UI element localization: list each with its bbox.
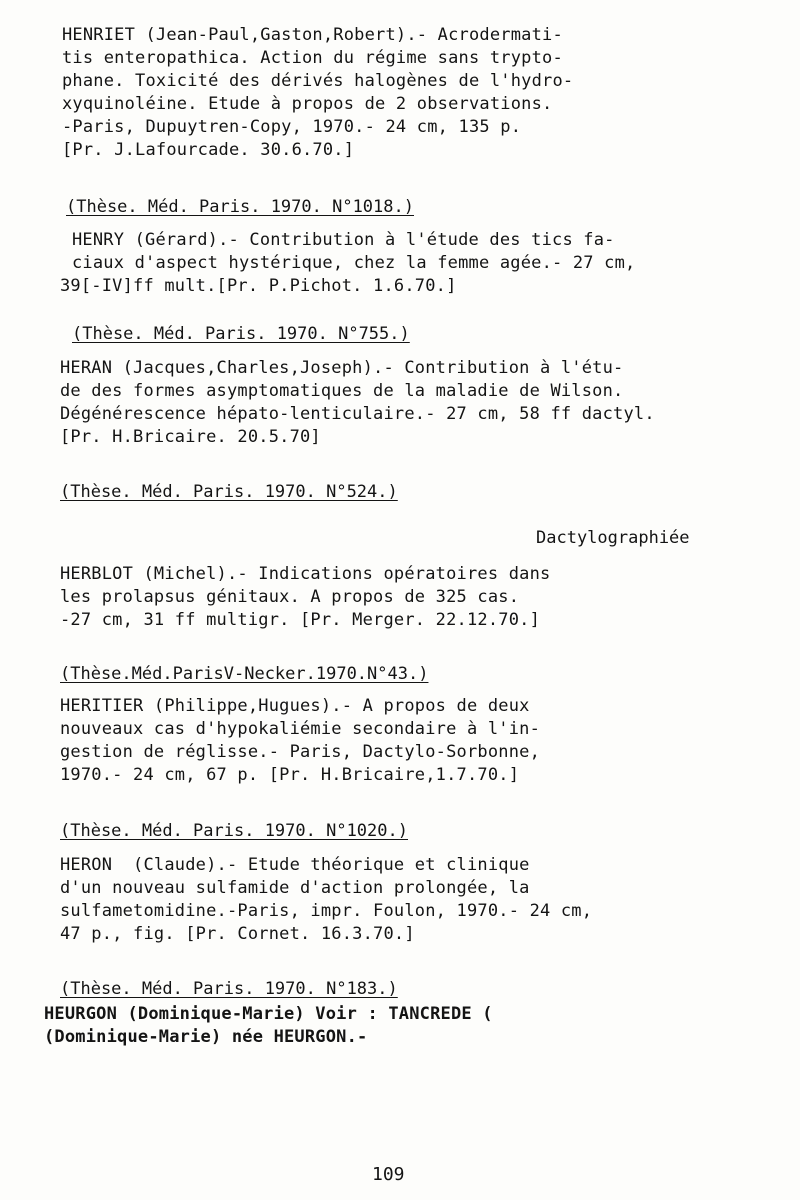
entry-line: HENRIET (Jean-Paul,Gaston,Robert).- Acrodermati- xyxy=(62,25,563,45)
entry-line: phane. Toxicité des dérivés halogènes de l'hydro- xyxy=(62,71,574,91)
entry-line: HERITIER (Philippe,Hugues).- A propos de deux xyxy=(60,696,530,716)
entry-line: 1970.- 24 cm, 67 p. [Pr. H.Bricaire,1.7.70.] xyxy=(60,765,520,785)
bibliography-entry-heran xyxy=(60,357,750,449)
entry-line: [Pr. H.Bricaire. 20.5.70] xyxy=(60,427,321,447)
entry-line: HERAN (Jacques,Charles,Joseph).- Contribution à l'étu- xyxy=(60,358,624,378)
thesis-reference: (Thèse.Méd.ParisV-Necker.1970.N°43.) xyxy=(60,664,429,684)
entry-line: nouveaux cas d'hypokaliémie secondaire à l'in- xyxy=(60,719,541,739)
typewritten-note: Dactylographiée xyxy=(536,528,690,548)
thesis-reference: (Thèse. Méd. Paris. 1970. N°755.) xyxy=(72,324,410,344)
bibliography-entry-herblot xyxy=(60,563,750,632)
thesis-reference: (Thèse. Méd. Paris. 1970. N°183.) xyxy=(60,979,398,999)
bibliography-entry-heurgon xyxy=(44,1003,734,1049)
entry-line: HERON (Claude).- Etude théorique et clinique xyxy=(60,855,530,875)
entry-line: tis enteropathica. Action du régime sans trypto- xyxy=(62,48,563,68)
entry-line: 47 p., fig. [Pr. Cornet. 16.3.70.] xyxy=(60,924,415,944)
entry-line: HENRY (Gérard).- Contribution à l'étude des tics fa- xyxy=(72,230,615,250)
entry-line: -Paris, Dupuytren-Copy, 1970.- 24 cm, 135 p. xyxy=(62,117,522,137)
entry-line: HEURGON (Dominique-Marie) Voir : TANCREDE ( xyxy=(44,1004,493,1024)
entry-line: -27 cm, 31 ff multigr. [Pr. Merger. 22.12.70.] xyxy=(60,610,541,630)
bibliography-entry-heron xyxy=(60,854,750,946)
entry-line: HERBLOT (Michel).- Indications opératoires dans xyxy=(60,564,551,584)
entry-line: xyquinoléine. Etude à propos de 2 observations. xyxy=(62,94,553,114)
entry-line: 39[-IV]ff mult.[Pr. P.Pichot. 1.6.70.] xyxy=(60,276,457,296)
thesis-reference: (Thèse. Méd. Paris. 1970. N°1020.) xyxy=(60,821,408,841)
entry-line: de des formes asymptomatiques de la maladie de Wilson. xyxy=(60,381,624,401)
bibliography-entry-heritier xyxy=(60,695,750,787)
thesis-reference: (Thèse. Méd. Paris. 1970. N°1018.) xyxy=(66,197,414,217)
entry-line: ciaux d'aspect hystérique, chez la femme agée.- 27 cm, xyxy=(72,253,636,273)
entry-line: sulfametomidine.-Paris, impr. Foulon, 1970.- 24 cm, xyxy=(60,901,593,921)
entry-line: les prolapsus génitaux. A propos de 325 cas. xyxy=(60,587,520,607)
entry-line: gestion de réglisse.- Paris, Dactylo-Sorbonne, xyxy=(60,742,541,762)
page-number: 109 xyxy=(372,1164,405,1185)
entry-line: d'un nouveau sulfamide d'action prolongée, la xyxy=(60,878,530,898)
entry-line: Dégénérescence hépato-lenticulaire.- 27 cm, 58 ff dactyl. xyxy=(60,404,655,424)
entry-line: [Pr. J.Lafourcade. 30.6.70.] xyxy=(62,140,355,160)
bibliography-entry-henry xyxy=(60,229,762,298)
thesis-reference: (Thèse. Méd. Paris. 1970. N°524.) xyxy=(60,482,398,502)
entry-line: (Dominique-Marie) née HEURGON.- xyxy=(44,1027,368,1047)
bibliography-entry-henriet xyxy=(62,24,752,162)
